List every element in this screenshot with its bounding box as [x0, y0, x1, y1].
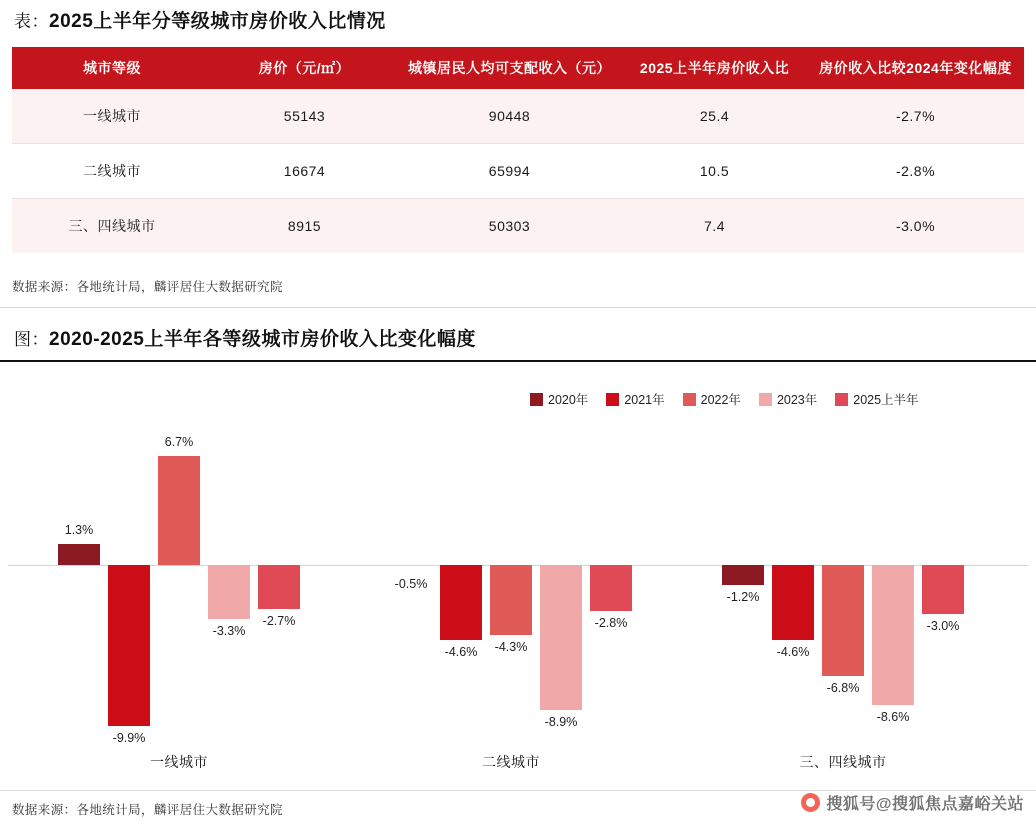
x-axis-group-label: 三、四线城市	[799, 754, 887, 770]
cell-income: 50303	[397, 199, 622, 254]
watermark-text: 搜狐号@搜狐焦点嘉峪关站	[826, 796, 1024, 813]
bar-value-label: 6.7%	[164, 434, 194, 449]
table-header-grade: 城市等级	[12, 47, 212, 89]
bar-chart	[0, 360, 1036, 792]
chart-title	[14, 324, 476, 351]
bar	[722, 565, 764, 585]
table-header-row	[12, 47, 1024, 89]
cell-change: -3.0%	[807, 199, 1024, 254]
bar-value-label: -0.5%	[394, 577, 428, 591]
table-header-price: 房价（元/㎡）	[212, 47, 397, 89]
cell-grade: 一线城市	[12, 89, 212, 144]
housing-price-income-table	[12, 47, 1024, 253]
bar-value-label: -3.0%	[926, 618, 960, 633]
bar-value-label: -6.8%	[826, 680, 860, 695]
cell-ratio: 7.4	[622, 199, 807, 254]
bar	[58, 544, 100, 565]
table-row	[12, 199, 1024, 254]
table-source: 数据来源：各地统计局，麟评居住大数据研究院	[12, 280, 283, 294]
cell-ratio: 25.4	[622, 89, 807, 144]
section-divider	[0, 307, 1036, 308]
bar	[258, 565, 300, 609]
bar	[208, 565, 250, 619]
bar-value-label: -9.9%	[112, 731, 146, 746]
cell-grade: 二线城市	[12, 144, 212, 199]
bar-value-label: -4.6%	[776, 644, 810, 659]
bar-value-label: -2.7%	[262, 614, 296, 628]
legend-label: 2025上半年	[853, 393, 919, 407]
table-row	[12, 144, 1024, 199]
bar-value-label: -1.2%	[726, 589, 760, 604]
chart-title-text: 2020-2025上半年各等级城市房价收入比变化幅度	[49, 329, 476, 350]
table-title-prefix: 表：	[14, 12, 49, 31]
bar	[440, 565, 482, 640]
bar	[872, 565, 914, 705]
chart-source: 数据来源：各地统计局，麟评居住大数据研究院	[12, 803, 283, 817]
table-title-text: 2025上半年分等级城市房价收入比情况	[49, 11, 386, 32]
table-header-ratio: 2025上半年房价收入比	[622, 47, 807, 89]
cell-income: 65994	[397, 144, 622, 199]
bar	[540, 565, 582, 710]
bar	[490, 565, 532, 635]
x-axis-group-label: 二线城市	[482, 754, 540, 770]
bar-value-label: -8.9%	[544, 715, 578, 730]
cell-price: 16674	[212, 144, 397, 199]
table-header-income: 城镇居民人均可支配收入（元）	[397, 47, 622, 89]
table-row	[12, 89, 1024, 144]
chart-plot	[0, 362, 1036, 792]
legend-label: 2022年	[700, 393, 741, 407]
x-axis-group-label: 一线城市	[150, 754, 208, 770]
cell-price: 8915	[212, 199, 397, 254]
bar	[772, 565, 814, 640]
bar-value-label: 1.3%	[64, 522, 94, 537]
bar-value-label: -2.8%	[594, 615, 628, 630]
cell-grade: 三、四线城市	[12, 199, 212, 254]
table-title	[14, 6, 386, 33]
cell-income: 90448	[397, 89, 622, 144]
chart-title-prefix: 图：	[14, 330, 49, 349]
cell-price: 55143	[212, 89, 397, 144]
bar-value-label: -4.6%	[444, 644, 478, 659]
watermark	[801, 791, 1024, 814]
legend-label: 2023年	[776, 393, 818, 407]
bar	[108, 565, 150, 726]
bar	[922, 565, 964, 614]
bar	[822, 565, 864, 676]
sohu-logo-icon	[801, 793, 820, 812]
cell-change: -2.7%	[807, 89, 1024, 144]
bar-value-label: -4.3%	[494, 640, 528, 655]
bar-value-label: -8.6%	[876, 710, 910, 725]
legend-label: 2021年	[624, 393, 665, 407]
cell-change: -2.8%	[807, 144, 1024, 199]
table-header-change: 房价收入比较2024年变化幅度	[807, 47, 1024, 89]
bar	[158, 456, 200, 565]
bar-value-label: -3.3%	[212, 623, 246, 638]
bar	[590, 565, 632, 611]
legend-label: 2020年	[548, 393, 589, 407]
cell-ratio: 10.5	[622, 144, 807, 199]
